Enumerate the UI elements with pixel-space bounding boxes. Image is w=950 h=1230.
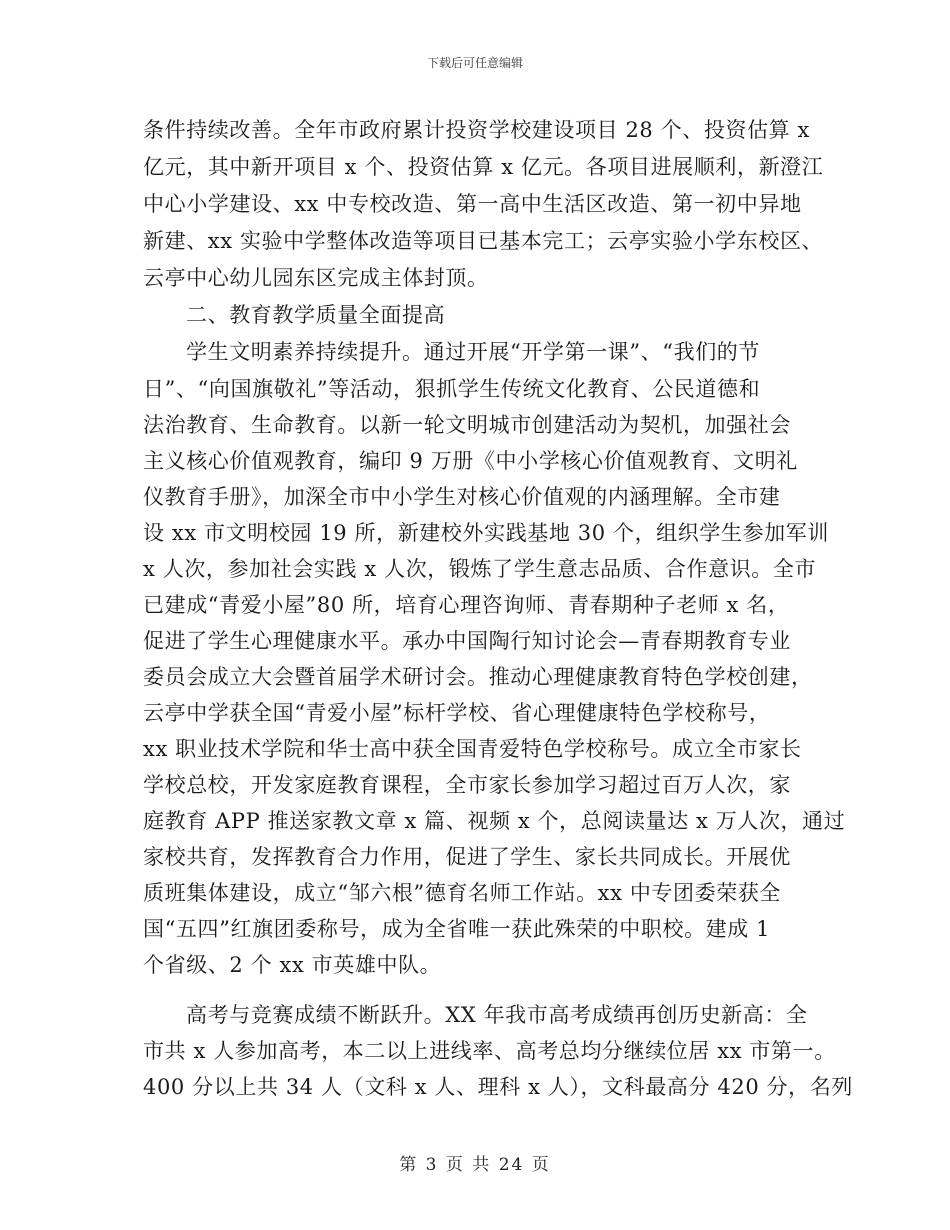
body-line: 庭教育 APP 推送家教文章 x 篇、视频 x 个，总阅读量达 x 万人次，通过 (143, 809, 846, 833)
body-line: 学生文明素养持续提升。通过开展“开学第一课”、“我们的节 (186, 340, 761, 364)
body-line: 国“五四”红旗团委称号，成为全省唯一获此殊荣的中职校。建成 1 (143, 917, 771, 941)
body-line: 设 xx 市文明校园 19 所，新建校外实践基地 30 个，组织学生参加军训 (143, 521, 829, 545)
body-line: 市共 x 人参加高考，本二以上进线率、高考总均分继续位居 xx 市第一。 (143, 1039, 836, 1063)
body-line: 学校总校，开发家庭教育课程，全市家长参加学习超过百万人次，家 (143, 773, 791, 797)
body-line: 质班集体建设，成立“邹六根”德育名师工作站。xx 中专团委荣获全 (143, 881, 782, 905)
body-line: 条件持续改善。全年市政府累计投资学校建设项目 28 个、投资估算 x (143, 118, 810, 142)
body-line: 主义核心价值观教育，编印 9 万册《中小学核心价值观教育、文明礼 (143, 449, 798, 473)
body-line: 400 分以上共 34 人（文科 x 人、理科 x 人），文科最高分 420 分，名列 (143, 1075, 853, 1099)
section-heading: 二、教育教学质量全面提高 (186, 303, 446, 327)
body-line: 委员会成立大会暨首届学术研讨会。推动心理健康教育特色学校创建， (143, 665, 813, 689)
body-line: 促进了学生心理健康水平。承办中国陶行知讨论会—青春期教育专业 (143, 629, 791, 653)
body-line: 家校共育，发挥教育合力作用，促进了学生、家长共同成长。开展优 (143, 845, 791, 869)
page-footer: 第 3 页 共 24 页 (399, 1155, 551, 1175)
body-line: 仪教育手册》，加深全市中小学生对核心价值观的内涵理解。全市建 (143, 485, 781, 509)
body-line: x 人次，参加社会实践 x 人次，锻炼了学生意志品质、合作意识。全市 (143, 557, 817, 581)
body-line: 云亭中学获全国“青爱小屋”标杆学校、省心理健康特色学校称号， (143, 701, 771, 725)
body-line: 已建成“青爱小屋”80 所，培育心理咨询师、青春期种子老师 x 名， (143, 593, 790, 617)
body-line: xx 职业技术学院和华士高中获全国青爱特色学校称号。成立全市家长 (143, 737, 802, 761)
body-line: 日”、“向国旗敬礼”等活动，狠抓学生传统文化教育、公民道德和 (143, 377, 761, 401)
page-header: 下载后可任意编辑 (426, 56, 523, 70)
body-line: 新建、xx 实验中学整体改造等项目已基本完工；云亭实验小学东校区、 (143, 229, 824, 253)
body-line: 高考与竞赛成绩不断跃升。XX 年我市高考成绩再创历史新高：全 (186, 1003, 808, 1027)
body-line: 亿元，其中新开项目 x 个、投资估算 x 亿元。各项目进展顺利，新澄江 (143, 155, 824, 179)
body-line: 云亭中心幼儿园东区完成主体封顶。 (143, 266, 489, 290)
body-line: 个省级、2 个 xx 市英雄中队。 (143, 953, 442, 977)
body-line: 中心小学建设、xx 中专校改造、第一高中生活区改造、第一初中异地 (143, 192, 802, 216)
body-line: 法治教育、生命教育。以新一轮文明城市创建活动为契机，加强社会 (143, 413, 791, 437)
